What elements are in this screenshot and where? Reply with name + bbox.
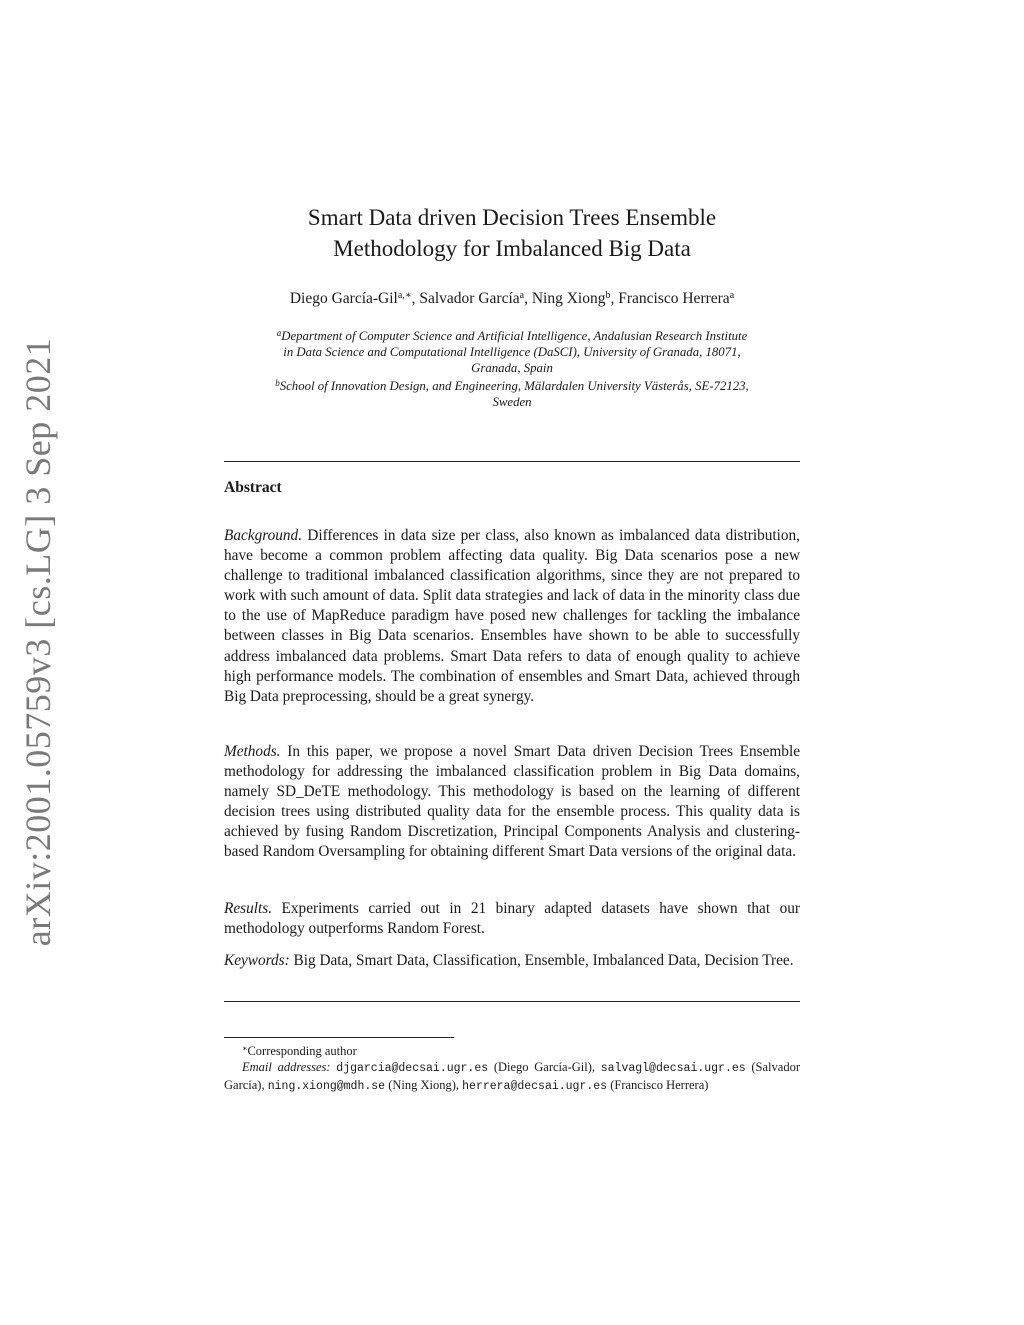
abstract-bottom-rule [224, 1001, 800, 1002]
footnote [224, 1041, 800, 1095]
email-owner: (Francisco Herrera) [610, 1078, 709, 1092]
keywords-label: Keywords: [224, 952, 290, 969]
title-line-2: Methodology for Imbalanced Big Data [333, 236, 691, 261]
affiliation-a-mark: a [276, 328, 282, 338]
email-owner: (Salvador García), [224, 1060, 800, 1092]
results-text: Experiments carried out in 21 binary adapted datasets have shown that our methodology outperforms Random Forest. [224, 900, 801, 938]
background-text: Differences in data size per class, also known as imbalanced data distribution, have become a common problem affecting data quality. Big Data scenarios pose a new challenge to traditional imbalanced classification algorithms, since they are not prepared to work with such amount of data. Split data strategies and lack of data in the minority class due to the use of MapReduce paradigm have posed new challenges for tackling the imbalance between classes in Big Data scenarios. Ensembles have shown to be able to successfully address imbalanced data problems. Smart Data refers to data of enough quality to achieve high performance models. The combination of ensembles and Smart Data, achieved through Big Data preprocessing, should be a great synergy. [224, 527, 800, 705]
author-name: Salvador García [419, 290, 520, 307]
footnote-rule [224, 1037, 454, 1038]
methods-text: In this paper, we propose a novel Smart Data driven Decision Trees Ensemble methodology for addressing the imbalanced classification problem in Big Data domains, namely SD_DeTE methodology. This methodology is based on the learning of different decision trees using distributed quality data for the ensemble process. This quality data is achieved by fusing Random Discretization, Principal Components Analysis and clustering-based Random Oversampling for obtaining different Smart Data versions of the original data. [224, 743, 800, 861]
email-link[interactable]: herrera@decsai.ugr.es [462, 1080, 608, 1093]
abstract-top-rule [224, 461, 800, 462]
affiliation-a-line-3: Granada, Spain [471, 360, 553, 375]
author-name: Francisco Herrera [618, 290, 730, 307]
affiliation-b-mark: b [275, 378, 280, 389]
email-owner: (Diego García-Gil), [493, 1060, 596, 1074]
affiliation-a-line-1 [224, 326, 800, 345]
corresponding-mark: ∗ [242, 1044, 248, 1053]
corresponding-author-note [224, 1041, 800, 1059]
author-affiliation-mark: a [519, 290, 525, 301]
author-list [224, 290, 800, 308]
abstract-results-paragraph [224, 899, 800, 939]
keywords-text: Big Data, Smart Data, Classification, Ensemble, Imbalanced Data, Decision Tree. [293, 952, 794, 969]
abstract-background-paragraph [224, 526, 800, 707]
author-separator: , [610, 290, 619, 307]
affiliation-a-line-2: in Data Science and Computational Intelligence (DaSCI), University of Granada, 18071, [283, 344, 741, 359]
author-name: Ning Xiong [531, 290, 606, 307]
author-separator: , [411, 290, 420, 307]
title-line-1: Smart Data driven Decision Trees Ensemble [307, 205, 717, 230]
paper-title [224, 202, 800, 264]
affiliation-b-line-2: Sweden [492, 395, 532, 410]
background-label: Background. [224, 527, 303, 544]
affiliation-a-text-1: Department of Computer Science and Artificial Intelligence, Andalusian Research Institute [281, 329, 748, 343]
author-affiliation-mark: b [605, 290, 611, 301]
affiliation-b-line-1 [224, 376, 800, 395]
author-affiliation-mark: a [729, 290, 735, 301]
author-affiliation-mark: a,∗ [397, 290, 412, 301]
keywords-paragraph [224, 951, 800, 971]
affiliation-b-text-1: School of Innovation Design, and Engineering, Mälardalen University Västerås, SE-72123, [279, 379, 749, 394]
arxiv-identifier-stamp: arXiv:2001.05759v3 [cs.LG] 3 Sep 2021 [18, 337, 58, 947]
email-link[interactable]: salvagl@decsai.ugr.es [600, 1062, 746, 1075]
author-name: Diego García-Gil [289, 290, 398, 307]
corresponding-text: Corresponding author [247, 1044, 357, 1058]
email-link[interactable]: djgarcia@decsai.ugr.es [336, 1062, 489, 1075]
methods-label: Methods. [224, 743, 281, 760]
email-addresses-note [224, 1059, 800, 1095]
affiliations [224, 326, 800, 411]
abstract-heading: Abstract [224, 479, 282, 496]
results-label: Results. [224, 900, 273, 917]
email-link[interactable]: ning.xiong@mdh.se [267, 1080, 386, 1093]
email-label: Email addresses: [242, 1060, 331, 1074]
abstract-methods-paragraph [224, 742, 800, 863]
author-separator: , [524, 290, 532, 307]
email-owner: (Ning Xiong), [388, 1078, 460, 1092]
